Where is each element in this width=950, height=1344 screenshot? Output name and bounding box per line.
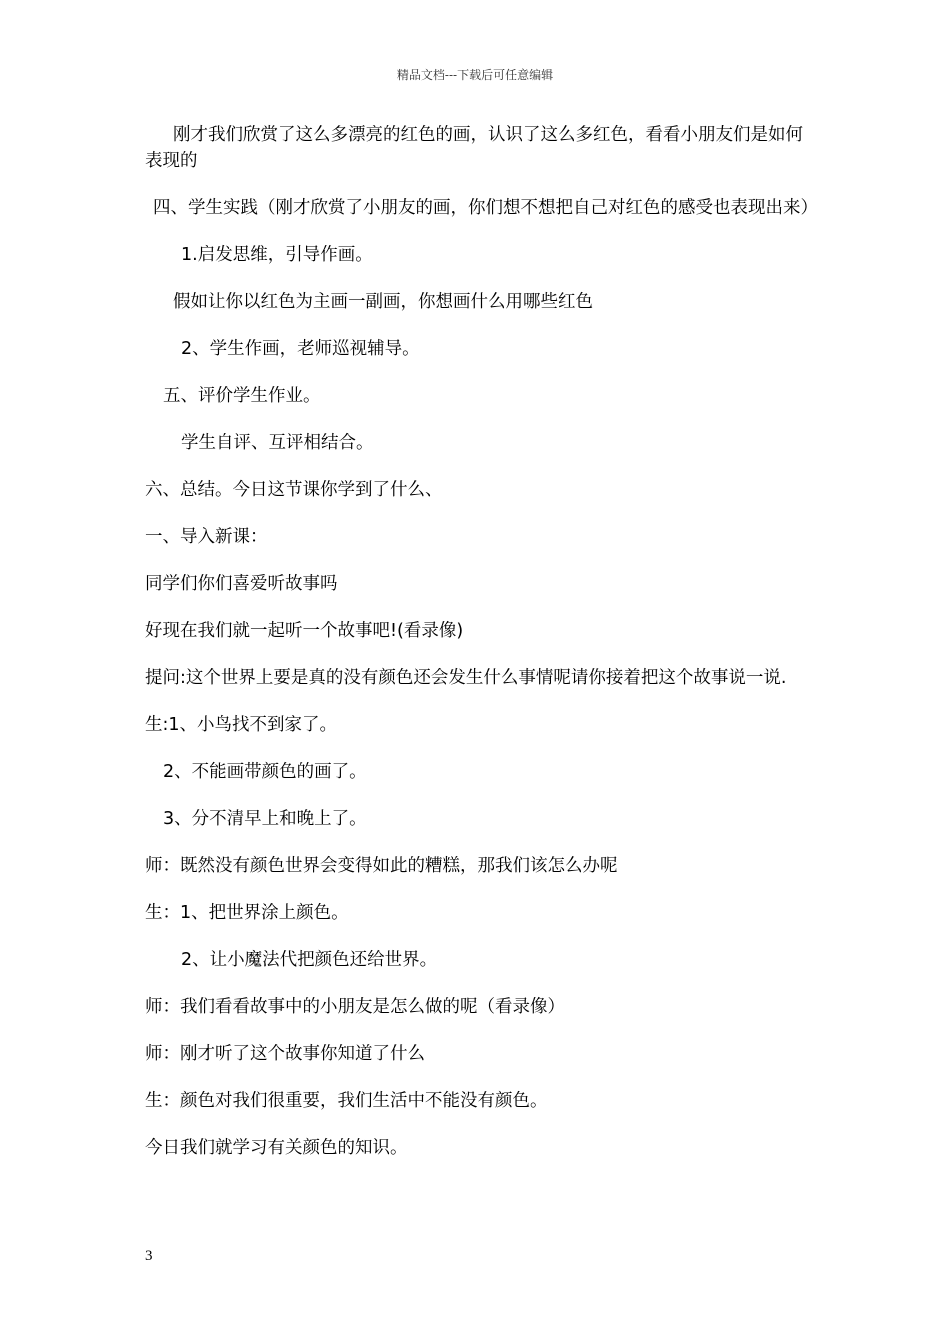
paragraph: 假如让你以红色为主画一副画，你想画什么用哪些红色 bbox=[173, 292, 593, 312]
paragraph: 师：刚才听了这个故事你知道了什么 bbox=[145, 1044, 425, 1064]
paragraph: 同学们你们喜爱听故事吗 bbox=[145, 574, 338, 594]
paragraph: 1.启发思维，引导作画。 bbox=[181, 245, 373, 265]
paragraph: 今日我们就学习有关颜色的知识。 bbox=[145, 1138, 408, 1158]
paragraph: 六、总结。今日这节课你学到了什么、 bbox=[145, 480, 443, 500]
page-number: 3 bbox=[145, 1248, 153, 1264]
page-header: 精品文档---下载后可任意编辑 bbox=[396, 68, 554, 82]
paragraph: 生：1、把世界涂上颜色。 bbox=[145, 903, 349, 923]
paragraph: 师：既然没有颜色世界会变得如此的糟糕，那我们该怎么办呢 bbox=[145, 856, 618, 876]
paragraph: 生:1、小鸟找不到家了。 bbox=[145, 715, 338, 735]
paragraph: 刚才我们欣赏了这么多漂亮的红色的画，认识了这么多红色，看看小朋友们是如何表现的 bbox=[145, 125, 803, 171]
paragraph: 四、学生实践（刚才欣赏了小朋友的画，你们想不想把自己对红色的感受也表现出来） bbox=[153, 198, 818, 218]
paragraph: 提问:这个世界上要是真的没有颜色还会发生什么事情呢请你接着把这个故事说一说. bbox=[145, 668, 787, 688]
document-body bbox=[145, 122, 818, 1182]
paragraph: 2、学生作画，老师巡视辅导。 bbox=[181, 339, 420, 359]
paragraph: 生：颜色对我们很重要，我们生活中不能没有颜色。 bbox=[145, 1091, 548, 1111]
paragraph: 师：我们看看故事中的小朋友是怎么做的呢（看录像） bbox=[145, 997, 565, 1017]
paragraph: 2、让小魔法代把颜色还给世界。 bbox=[181, 950, 438, 970]
paragraph: 3、分不清早上和晚上了。 bbox=[163, 809, 367, 829]
paragraph: 一、导入新课： bbox=[145, 527, 268, 547]
paragraph: 好现在我们就一起听一个故事吧!(看录像) bbox=[145, 621, 464, 641]
paragraph: 学生自评、互评相结合。 bbox=[181, 433, 374, 453]
paragraph: 五、评价学生作业。 bbox=[163, 386, 321, 406]
paragraph: 2、不能画带颜色的画了。 bbox=[163, 762, 367, 782]
